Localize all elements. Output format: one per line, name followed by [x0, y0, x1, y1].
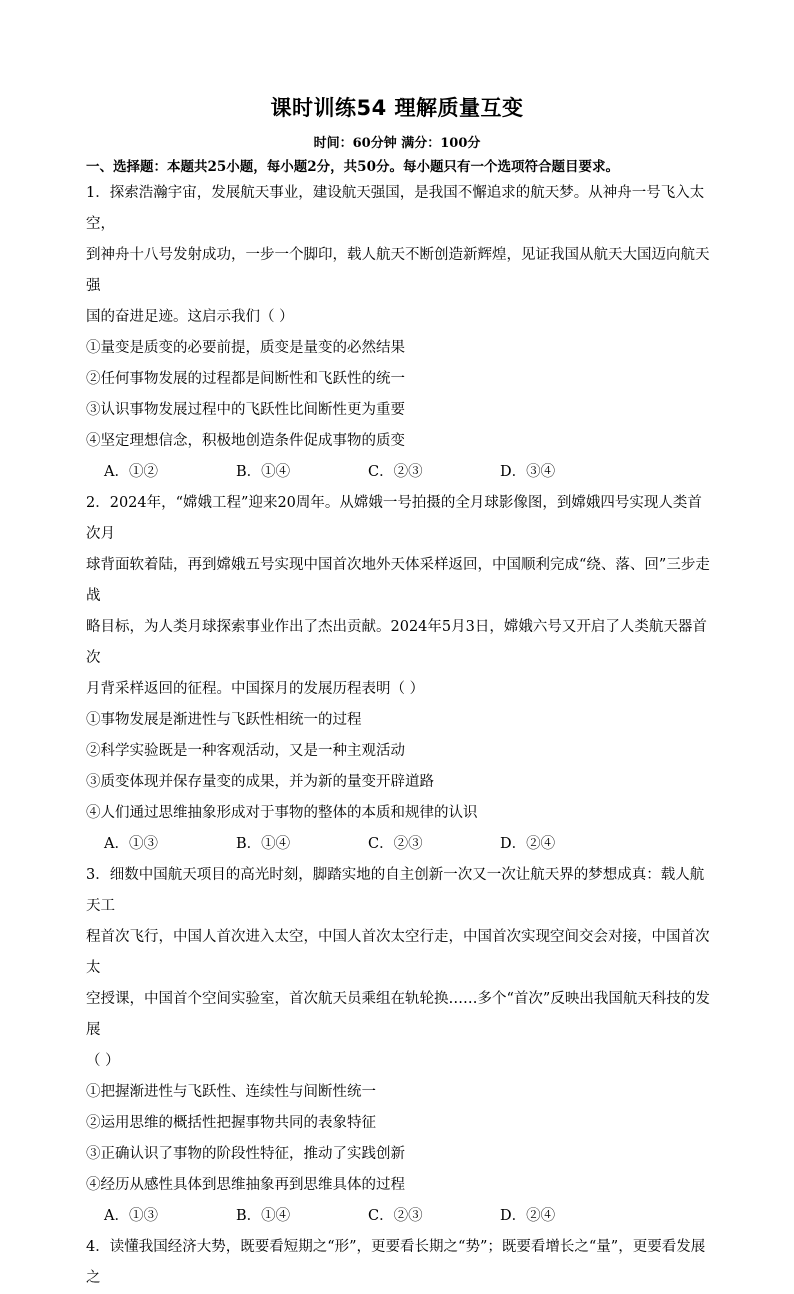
question-line: 3．细数中国航天项目的高光时刻，脚踏实地的自主创新一次又一次让航天界的梦想成真：载人航天工	[86, 867, 705, 914]
choice-a: A．①③	[104, 1208, 158, 1224]
choice-c: C．②③	[368, 836, 423, 852]
question-line: 1．探索浩瀚宇宙，发展航天事业，建设航天强国，是我国不懈追求的航天梦。从神舟一号飞入太空，	[86, 185, 705, 232]
question-2	[86, 488, 716, 860]
choice-d: D．③④	[500, 464, 556, 480]
question-line: 程首次飞行，中国人首次进入太空，中国人首次太空行走，中国首次实现空间交会对接，中国首次太	[86, 929, 710, 976]
choice-b: B．①④	[236, 836, 291, 852]
statement-option: ③认识事物发展过程中的飞跃性比间断性更为重要	[86, 402, 405, 418]
question-line: 国的奋进足迹。这启示我们（ ）	[86, 309, 294, 325]
question-line: 球背面软着陆，再到嫦娥五号实现中国首次地外天体采样返回，中国顺利完成“绕、落、回”三步走战	[86, 557, 710, 604]
choice-c: C．②③	[368, 1208, 423, 1224]
answer-choices	[86, 1201, 716, 1232]
choice-a: A．①②	[104, 464, 158, 480]
statement-option: ①量变是质变的必要前提，质变是量变的必然结果	[86, 340, 405, 356]
choice-c: C．②③	[368, 464, 423, 480]
statement-option: ③质变体现并保存量变的成果，并为新的量变开辟道路	[86, 774, 434, 790]
statement-option: ②科学实验既是一种客观活动，又是一种主观活动	[86, 743, 405, 759]
exam-meta: 时间：60分钟 满分：100分	[313, 136, 481, 151]
choice-b: B．①④	[236, 464, 291, 480]
question-list	[86, 178, 716, 1294]
statement-option: ③正确认识了事物的阶段性特征，推动了实践创新	[86, 1146, 405, 1162]
question-4	[86, 1232, 716, 1294]
question-3	[86, 860, 716, 1232]
choice-d: D．②④	[500, 836, 556, 852]
question-1	[86, 178, 716, 488]
statement-option: ④坚定理想信念，积极地创造条件促成事物的质变	[86, 433, 405, 449]
question-line: 略目标，为人类月球探索事业作出了杰出贡献。2024年5月3日，嫦娥六号又开启了人类航天器首次	[86, 619, 707, 666]
answer-choices	[86, 829, 716, 860]
question-line: 月背采样返回的征程。中国探月的发展历程表明（ ）	[86, 681, 425, 697]
question-line: 4．读懂我国经济大势，既要看短期之“形”，更要看长期之“势”；既要看增长之“量”，更要看发展之	[86, 1239, 706, 1286]
choice-a: A．①③	[104, 836, 158, 852]
choice-b: B．①④	[236, 1208, 291, 1224]
choice-d: D．②④	[500, 1208, 556, 1224]
statement-option: ①事物发展是渐进性与飞跃性相统一的过程	[86, 712, 362, 728]
page-title: 课时训练54 理解质量互变	[270, 96, 524, 120]
statement-option: ④经历从感性具体到思维抽象再到思维具体的过程	[86, 1177, 405, 1193]
question-line: 2．2024年，“嫦娥工程”迎来20周年。从嫦娥一号拍摄的全月球影像图，到嫦娥四号实现人类首次月	[86, 495, 702, 542]
answer-choices	[86, 457, 716, 488]
question-line: 到神舟十八号发射成功，一步一个脚印，载人航天不断创造新辉煌，见证我国从航天大国迈向航天强	[86, 247, 710, 294]
section-heading: 一、选择题：本题共25小题，每小题2分，共50分。每小题只有一个选项符合题目要求。	[86, 159, 619, 175]
statement-option: ④人们通过思维抽象形成对于事物的整体的本质和规律的认识	[86, 805, 478, 821]
statement-option: ②运用思维的概括性把握事物共同的表象特征	[86, 1115, 376, 1131]
statement-option: ②任何事物发展的过程都是间断性和飞跃性的统一	[86, 371, 405, 387]
statement-option: ①把握渐进性与飞跃性、连续性与间断性统一	[86, 1084, 376, 1100]
question-line: （ ）	[86, 1053, 120, 1069]
question-line: 空授课，中国首个空间实验室，首次航天员乘组在轨轮换……多个“首次”反映出我国航天科技的发展	[86, 991, 710, 1038]
